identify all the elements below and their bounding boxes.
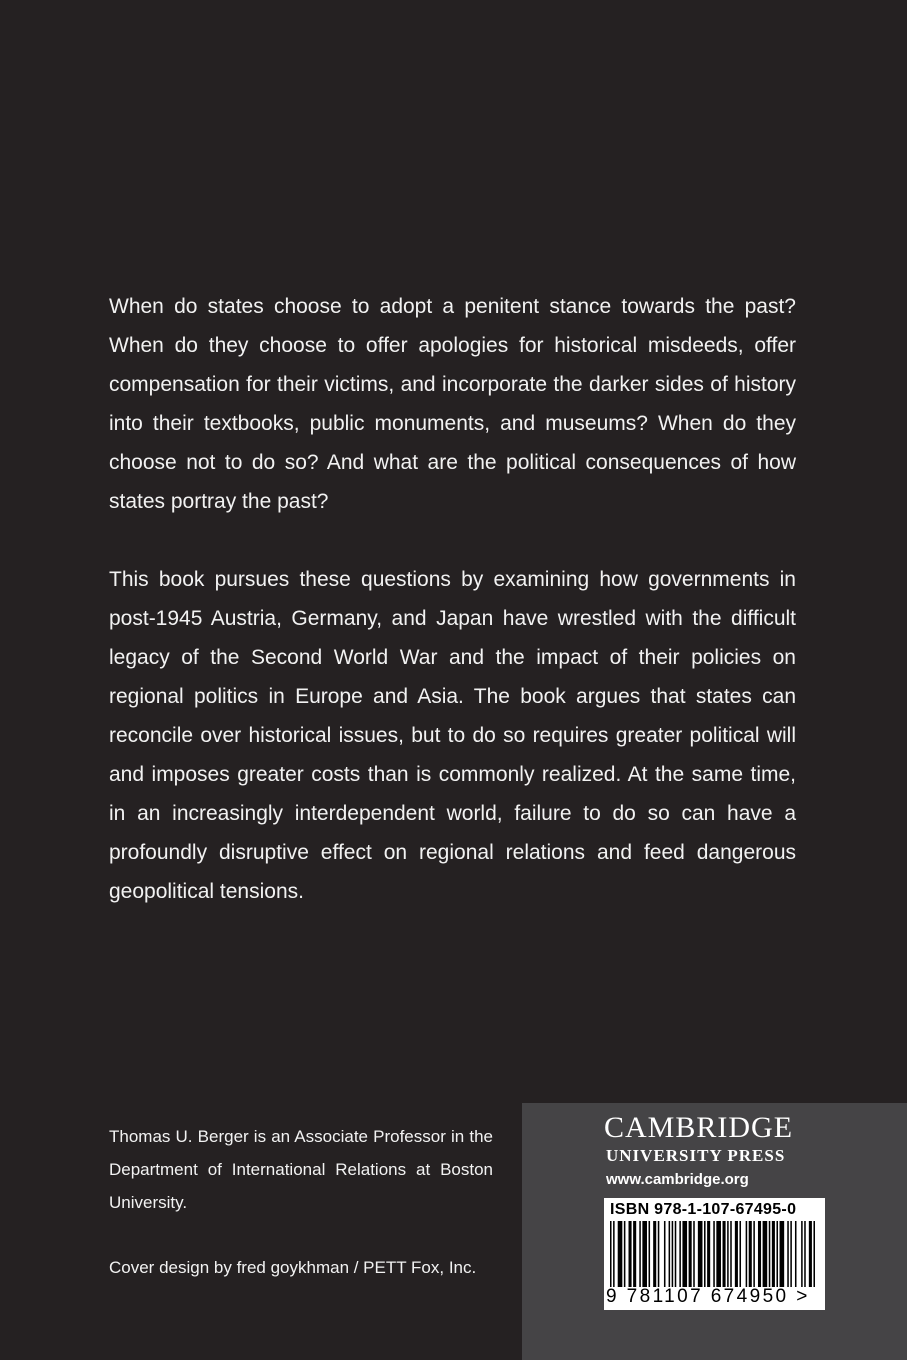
barcode-bar [679,1221,681,1287]
barcode-bar [682,1221,687,1287]
barcode-bar [739,1221,741,1287]
barcode-bar [642,1221,647,1287]
barcode-bar [772,1221,775,1287]
cover-credit: Cover design by fred goykhman / PETT Fox, Inc. [109,1258,477,1277]
barcode-bar [629,1221,632,1287]
barcode-bar [613,1221,615,1287]
barcode-bar [735,1221,738,1287]
barcode-bar [653,1221,656,1287]
barcode-bar [664,1221,666,1287]
barcode-bar [704,1221,706,1287]
barcode-bar [801,1221,803,1287]
author-bio: Thomas U. Berger is an Associate Professor in the Department of International Relations at Boston University. [109,1127,493,1212]
barcode-bar [776,1221,778,1287]
barcode-bar [713,1221,715,1287]
barcode-bar [672,1221,674,1287]
barcode-bar [633,1221,636,1287]
barcode-bars [610,1221,815,1287]
barcode-bar [658,1221,660,1287]
barcode-bar [790,1221,792,1287]
publisher-url: www.cambridge.org [606,1171,749,1188]
barcode-bar [669,1221,671,1287]
barcode-bar [763,1221,768,1287]
barcode-bar [758,1221,761,1287]
barcode-bar [809,1221,812,1287]
barcode-bar [780,1221,785,1287]
barcode-bar [716,1221,721,1287]
barcode-bar [624,1221,626,1287]
blurb-paragraph-2: This book pursues these questions by examining how governments in post-1945 Austria, Germany, and Japan have wrestled with the difficult legacy of the Second World War and the impact of their policies on regional politics in Europe and Asia. The book argues that states can reconcile over historical issues, but to do so requires greater political will and imposes greater costs than is commonly realized. At the same time, in an increasingly interdependent world, failure to do so can have a profoundly disruptive effect on regional relations and feed dangerous geopolitical tensions. [109,568,796,903]
barcode-bar [753,1221,755,1287]
barcode-bar [813,1221,815,1287]
publisher-logo-subname: UNIVERSITY PRESS [606,1146,786,1165]
barcode-bar [610,1221,612,1287]
isbn-label: ISBN 978-1-107-67495-0 [610,1201,797,1218]
barcode-bar [730,1221,732,1287]
barcode-bar [723,1221,726,1287]
barcode-bar [618,1221,623,1287]
barcode-bar [639,1221,641,1287]
barcode-bar [689,1221,692,1287]
blurb-paragraph-1: When do states choose to adopt a penitent stance towards the past? When do they choose to offer apologies for historical misdeeds, offer compensation for their victims, and incorporate the darker sides of history into their textbooks, public monuments, and museums? When do they choose not to do so? And what are the political consequences of how states portray the past? [109,295,796,513]
barcode-bar [649,1221,651,1287]
barcode-bar [795,1221,797,1287]
barcode-bar [787,1221,789,1287]
barcode-bar [707,1221,710,1287]
publisher-panel [522,1103,907,1360]
barcode-bar [769,1221,771,1287]
publisher-logo-name: CAMBRIDGE [604,1111,794,1144]
barcode-bar [698,1221,703,1287]
barcode [604,1198,825,1310]
barcode-bar [804,1221,806,1287]
ean-digits: 9 781107 674950 > [606,1286,810,1307]
barcode-bar [746,1221,748,1287]
barcode-bar [675,1221,677,1287]
barcode-bar [693,1221,695,1287]
barcode-bar [749,1221,752,1287]
barcode-bar [727,1221,729,1287]
